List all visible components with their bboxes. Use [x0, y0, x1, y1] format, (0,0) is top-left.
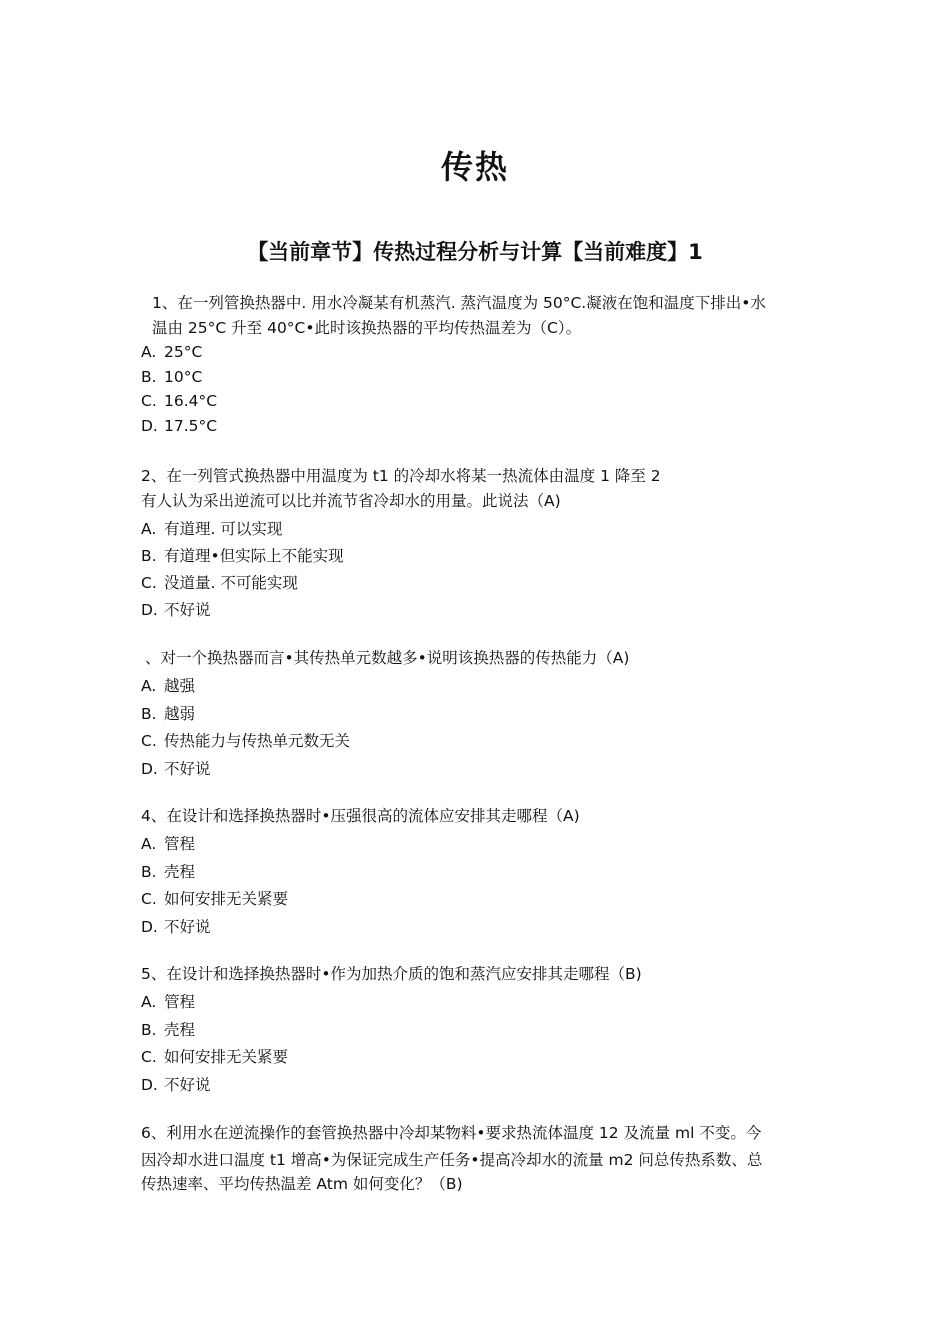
question-3-option-d [141, 756, 211, 782]
option-letter: B. [141, 863, 157, 881]
option-letter: A. [141, 520, 157, 538]
question-6-line-3: 传热速率、平均传热温差 Atm 如何变化？（B) [141, 1175, 463, 1193]
option-letter: D. [141, 601, 158, 619]
option-letter: D. [141, 918, 158, 936]
question-2-option-a [141, 516, 282, 542]
question-3-option-a [141, 673, 195, 699]
question-1-line-2: 温由 25°C 升至 40°C•此时该换热器的平均传热温差为（C）。 [152, 319, 582, 337]
option-text: 有道理. 可以实现 [164, 520, 283, 538]
option-letter: C. [141, 1048, 157, 1066]
option-text: 有道理•但实际上不能实现 [164, 547, 344, 565]
question-2-option-b [141, 543, 344, 569]
chapter-heading: 【当前章节】传热过程分析与计算【当前难度】1 [247, 240, 703, 264]
option-letter: B. [141, 1021, 157, 1039]
question-6-line-2: 因冷却水进口温度 t1 增高•为保证完成生产任务•提高冷却水的流量 m2 问总传热系数、总 [141, 1151, 763, 1169]
question-1-option-d [141, 413, 217, 439]
question-1-option-c [141, 388, 217, 414]
question-2-option-c [141, 570, 298, 596]
option-text: 越弱 [164, 705, 196, 723]
option-letter: D. [141, 1076, 158, 1094]
option-text: 16.4°C [164, 392, 218, 410]
question-6-line-1: 6、利用水在逆流操作的套管换热器中冷却某物料•要求热流体温度 12 及流量 ml 不变。今 [141, 1124, 762, 1142]
option-text: 管程 [164, 993, 196, 1011]
question-4-line-1: 4、在设计和选择换热器时•压强很高的流体应安排其走哪程（A) [141, 807, 580, 825]
question-2-option-d [141, 597, 211, 623]
question-3-option-c [141, 728, 350, 754]
question-3-option-b [141, 701, 195, 727]
document-title: 传热 [440, 148, 509, 186]
question-5-option-d [141, 1072, 211, 1098]
option-text: 17.5°C [164, 417, 218, 435]
option-letter: C. [141, 890, 157, 908]
option-letter: B. [141, 547, 157, 565]
option-letter: B. [141, 705, 157, 723]
option-letter: A. [141, 993, 157, 1011]
question-3-line-1: 、对一个换热器而言•其传热单元数越多•说明该换热器的传热能力（A) [145, 649, 630, 667]
question-4-option-a [141, 831, 195, 857]
question-1-option-b [141, 364, 202, 390]
question-5-line-1: 5、在设计和选择换热器时•作为加热介质的饱和蒸汽应安排其走哪程（B) [141, 965, 642, 983]
option-text: 不好说 [164, 601, 211, 619]
option-letter: A. [141, 677, 157, 695]
option-text: 传热能力与传热单元数无关 [164, 732, 351, 750]
question-2-line-2: 有人认为采出逆流可以比并流节省冷却水的用量。此说法（A) [141, 492, 561, 510]
option-letter: C. [141, 574, 157, 592]
option-text: 管程 [164, 835, 196, 853]
option-letter: D. [141, 417, 158, 435]
option-letter: A. [141, 835, 157, 853]
option-text: 10°C [164, 368, 203, 386]
option-text: 如何安排无关紧要 [164, 890, 289, 908]
question-1-line-1: 1、在一列管换热器中. 用水冷凝某有机蒸汽. 蒸汽温度为 50°C.凝液在饱和温度下排出•水 [152, 294, 766, 312]
question-5-option-b [141, 1017, 195, 1043]
option-text: 没道量. 不可能实现 [164, 574, 298, 592]
option-text: 不好说 [164, 1076, 211, 1094]
question-2-line-1: 2、在一列管式换热器中用温度为 t1 的冷却水将某一热流体由温度 1 降至 2 [141, 467, 661, 485]
question-5-option-c [141, 1044, 288, 1070]
option-letter: D. [141, 760, 158, 778]
question-5-option-a [141, 989, 195, 1015]
option-letter: C. [141, 392, 157, 410]
option-text: 不好说 [164, 918, 211, 936]
option-text: 25°C [164, 343, 203, 361]
option-letter: C. [141, 732, 157, 750]
option-text: 不好说 [164, 760, 211, 778]
option-text: 如何安排无关紧要 [164, 1048, 289, 1066]
question-4-option-d [141, 914, 211, 940]
question-4-option-b [141, 859, 195, 885]
option-text: 越强 [164, 677, 196, 695]
option-letter: A. [141, 343, 157, 361]
option-text: 壳程 [164, 1021, 196, 1039]
question-1-option-a [141, 339, 202, 365]
option-text: 壳程 [164, 863, 196, 881]
option-letter: B. [141, 368, 157, 386]
question-4-option-c [141, 886, 288, 912]
